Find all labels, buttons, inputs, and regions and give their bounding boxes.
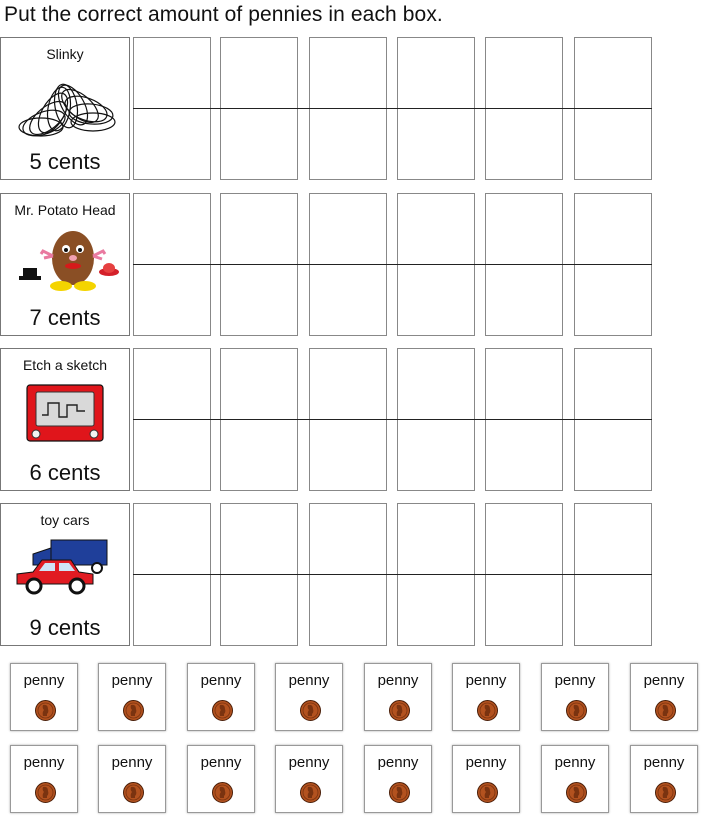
box-divider-line xyxy=(133,419,652,420)
penny-coin-icon xyxy=(566,782,587,803)
penny-coin-icon xyxy=(300,700,321,721)
penny-coin-icon xyxy=(35,700,56,721)
item-name: Slinky xyxy=(46,46,84,62)
slinky-icon xyxy=(11,72,121,144)
penny-label: penny xyxy=(200,672,242,689)
penny-coin-icon xyxy=(477,700,498,721)
penny-label: penny xyxy=(288,672,330,689)
item-name: Mr. Potato Head xyxy=(14,202,116,218)
penny-coin-icon xyxy=(212,700,233,721)
penny-tile[interactable] xyxy=(452,745,520,813)
penny-label: penny xyxy=(554,754,596,771)
penny-coin-icon xyxy=(123,700,144,721)
penny-tile[interactable] xyxy=(98,745,166,813)
penny-coin-icon xyxy=(477,782,498,803)
penny-label: penny xyxy=(23,672,65,689)
etch-a-sketch-icon xyxy=(11,383,121,455)
item-card-slinky xyxy=(0,37,130,180)
penny-tile[interactable] xyxy=(187,663,255,731)
item-card-etch-a-sketch xyxy=(0,348,130,491)
item-name: Etch a sketch xyxy=(22,357,108,373)
penny-coin-icon xyxy=(389,700,410,721)
penny-label: penny xyxy=(23,754,65,771)
box-divider-line xyxy=(133,264,652,265)
penny-coin-icon xyxy=(655,700,676,721)
penny-tile[interactable] xyxy=(10,663,78,731)
penny-label: penny xyxy=(377,672,419,689)
penny-tile[interactable] xyxy=(275,663,343,731)
item-name: toy cars xyxy=(40,512,90,528)
penny-label: penny xyxy=(465,754,507,771)
penny-tile[interactable] xyxy=(630,745,698,813)
item-price: 9 cents xyxy=(29,615,101,640)
penny-coin-icon xyxy=(566,700,587,721)
penny-tile[interactable] xyxy=(187,745,255,813)
toy-cars-icon xyxy=(11,538,121,610)
penny-label: penny xyxy=(554,672,596,689)
penny-tile[interactable] xyxy=(10,745,78,813)
box-divider-line xyxy=(133,574,652,575)
potato-head-icon xyxy=(11,228,121,300)
instructions-title: Put the correct amount of pennies in each box. xyxy=(4,3,443,26)
penny-label: penny xyxy=(643,672,685,689)
penny-tile[interactable] xyxy=(364,745,432,813)
penny-label: penny xyxy=(377,754,419,771)
item-card-toy-cars xyxy=(0,503,130,646)
penny-tile[interactable] xyxy=(452,663,520,731)
penny-label: penny xyxy=(111,754,153,771)
penny-coin-icon xyxy=(35,782,56,803)
penny-label: penny xyxy=(111,672,153,689)
penny-tile[interactable] xyxy=(364,663,432,731)
penny-tile[interactable] xyxy=(98,663,166,731)
penny-tile[interactable] xyxy=(541,663,609,731)
penny-tile[interactable] xyxy=(541,745,609,813)
penny-coin-icon xyxy=(123,782,144,803)
penny-coin-icon xyxy=(300,782,321,803)
penny-label: penny xyxy=(465,672,507,689)
item-price: 6 cents xyxy=(29,460,101,485)
penny-tile[interactable] xyxy=(275,745,343,813)
item-price: 5 cents xyxy=(29,149,101,174)
penny-tile[interactable] xyxy=(630,663,698,731)
item-card-potato-head xyxy=(0,193,130,336)
box-divider-line xyxy=(133,108,652,109)
penny-coin-icon xyxy=(212,782,233,803)
penny-label: penny xyxy=(200,754,242,771)
penny-coin-icon xyxy=(389,782,410,803)
penny-label: penny xyxy=(643,754,685,771)
item-price: 7 cents xyxy=(29,305,101,330)
penny-label: penny xyxy=(288,754,330,771)
penny-coin-icon xyxy=(655,782,676,803)
